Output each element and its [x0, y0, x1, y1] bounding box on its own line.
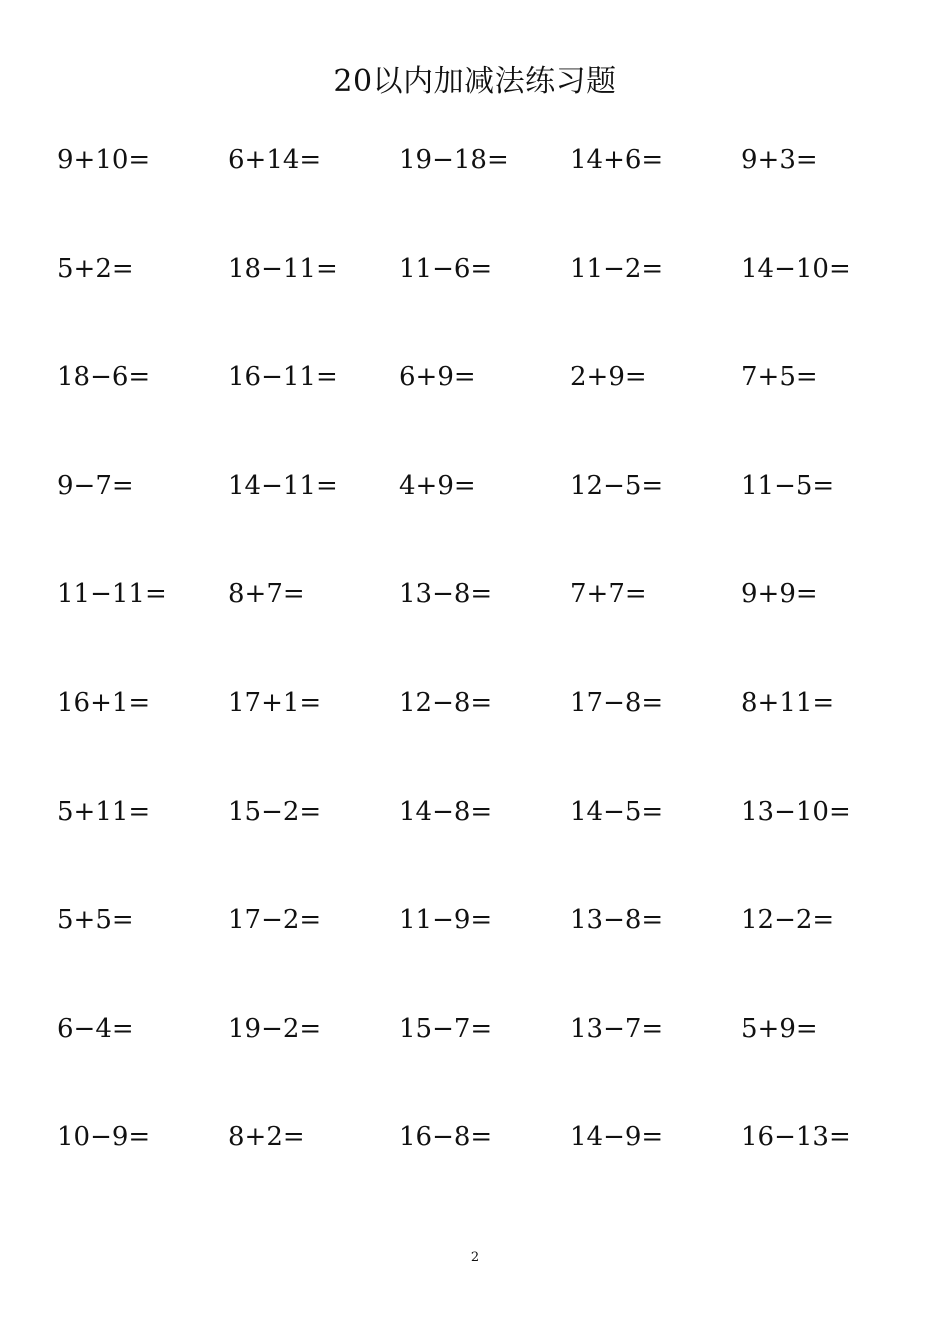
problem: 15−7=: [399, 1013, 493, 1044]
problem: 5+5=: [57, 905, 134, 936]
problem: 13−10=: [741, 796, 851, 827]
problem: 11−9=: [399, 905, 493, 936]
problem-row: [57, 572, 917, 681]
problem: 9−7=: [57, 470, 134, 501]
problem-row: [57, 681, 917, 790]
problem-row: [57, 138, 917, 247]
problem: 5+2=: [57, 253, 134, 284]
problem: 18−6=: [57, 362, 151, 393]
problem: 9+10=: [57, 145, 151, 175]
problem: 11−11=: [57, 579, 167, 610]
problem: 16−11=: [228, 362, 338, 393]
problem: 8+2=: [228, 1122, 305, 1153]
problem: 14−9=: [570, 1122, 664, 1153]
problem: 15−2=: [228, 796, 322, 827]
page-number: 2: [470, 1250, 480, 1265]
problem: 5+9=: [741, 1013, 818, 1044]
problem-row: [57, 464, 917, 573]
problem: 11−6=: [399, 253, 493, 284]
problem: 13−7=: [570, 1013, 664, 1044]
problem: 12−2=: [741, 905, 835, 936]
problem: 10−9=: [57, 1122, 151, 1153]
problem: 6−4=: [57, 1013, 134, 1044]
problem: 12−5=: [570, 470, 664, 501]
problem: 14+6=: [570, 145, 664, 175]
problem: 6+9=: [399, 362, 476, 393]
problem: 6+14=: [228, 145, 322, 175]
problem: 17−8=: [570, 687, 664, 718]
problem: 7+7=: [570, 579, 647, 610]
problem: 18−11=: [228, 253, 338, 284]
problem: 9+9=: [741, 579, 818, 610]
problem-row: [57, 1115, 917, 1224]
problem: 17−2=: [228, 905, 322, 936]
problem-row: [57, 898, 917, 1007]
page-title: 20以内加减法练习题: [333, 64, 617, 99]
problem: 8+11=: [741, 687, 835, 718]
problem: 14−5=: [570, 796, 664, 827]
problem-row: [57, 790, 917, 899]
problem: 16+1=: [57, 687, 151, 718]
problem: 2+9=: [570, 362, 647, 393]
problem: 13−8=: [570, 905, 664, 936]
problem-row: [57, 247, 917, 356]
problem: 16−8=: [399, 1122, 493, 1153]
problem: 12−8=: [399, 687, 493, 718]
problem: 16−13=: [741, 1122, 851, 1153]
problem: 11−2=: [570, 253, 664, 284]
problem-grid: [57, 138, 917, 1224]
problem-row: [57, 1007, 917, 1116]
problem: 7+5=: [741, 362, 818, 393]
problem-row: [57, 355, 917, 464]
problem: 8+7=: [228, 579, 305, 610]
problem: 13−8=: [399, 579, 493, 610]
problem: 14−8=: [399, 796, 493, 827]
problem: 19−2=: [228, 1013, 322, 1044]
problem: 5+11=: [57, 796, 151, 827]
problem: 19−18=: [399, 145, 509, 175]
problem: 9+3=: [741, 145, 818, 175]
problem: 14−11=: [228, 470, 338, 501]
problem: 11−5=: [741, 470, 835, 501]
problem: 14−10=: [741, 253, 851, 284]
problem: 17+1=: [228, 687, 322, 718]
problem: 4+9=: [399, 470, 476, 501]
